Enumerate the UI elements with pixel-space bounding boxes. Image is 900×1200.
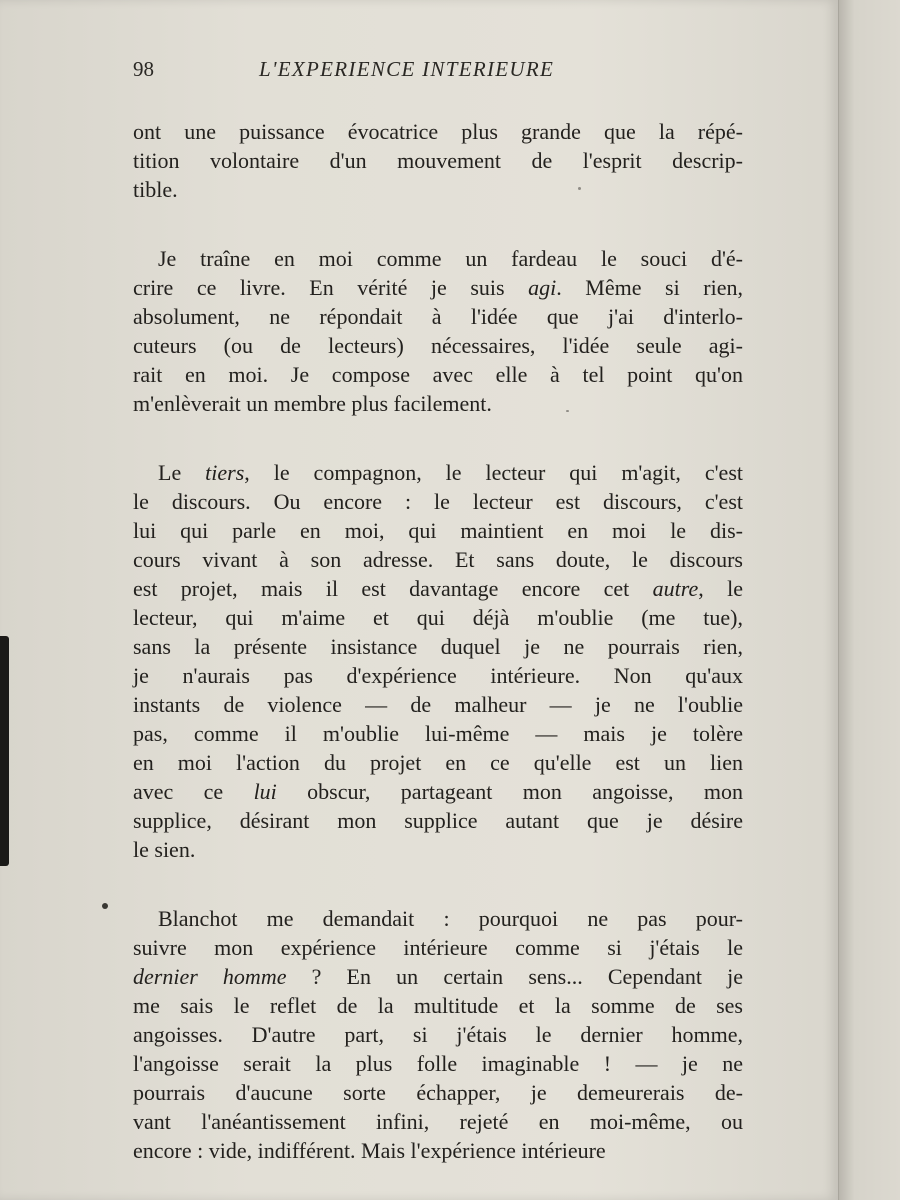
text-line: lecteur, qui m'aime et qui déjà m'oublie (me tue),: [133, 605, 743, 630]
text-line: crire ce livre. En vérité je suis agi. Même si rien,: [133, 275, 743, 300]
page-number: 98: [133, 57, 154, 81]
text-line: suivre mon expérience intérieure comme si j'étais le: [133, 935, 743, 960]
text-line: me sais le reflet de la multitude et la somme de ses: [133, 993, 743, 1018]
italic-text: autre: [652, 576, 699, 601]
ink-speck: [566, 410, 569, 412]
paragraph: [133, 904, 743, 1165]
text-line: pas, comme il m'oublie lui-même — mais je tolère: [133, 721, 743, 746]
text-line: le discours. Ou encore : le lecteur est discours, c'est: [133, 489, 743, 514]
text-line: lui qui parle en moi, qui maintient en moi le dis-: [133, 518, 743, 543]
text-line: instants de violence — de malheur — je ne l'oublie: [133, 692, 743, 717]
text-line: vant l'anéantissement infini, rejeté en moi-même, ou: [133, 1109, 743, 1134]
running-title: L'EXPERIENCE INTERIEURE: [259, 57, 555, 81]
text-line: en moi l'action du projet en ce qu'elle est un lien: [133, 750, 743, 775]
text-line: sans la présente insistance duquel je ne pourrais rien,: [133, 634, 743, 659]
text-line: rait en moi. Je compose avec elle à tel point qu'on: [133, 362, 743, 387]
ink-speck: [578, 187, 581, 190]
binding-edge: [0, 636, 9, 866]
adjacent-page-edge: [838, 0, 900, 1200]
italic-text: dernier homme: [133, 964, 287, 989]
text-line: ont une puissance évocatrice plus grande que la répé-: [133, 119, 743, 144]
text-line: absolument, ne répondait à l'idée que j'ai d'interlo-: [133, 304, 743, 329]
text-line: je n'aurais pas d'expérience intérieure. Non qu'aux: [133, 663, 743, 688]
text-line: m'enlèverait un membre plus facilement.: [133, 391, 492, 416]
text-line: supplice, désirant mon supplice autant que je désire: [133, 808, 743, 833]
text-line: Je traîne en moi comme un fardeau le souci d'é-: [158, 246, 743, 271]
text-line: cours vivant à son adresse. Et sans doute, le discours: [133, 547, 743, 572]
text-line: le sien.: [133, 837, 196, 862]
body-text: [133, 117, 743, 1200]
text-line: encore : vide, indifférent. Mais l'expérience intérieure: [133, 1138, 606, 1163]
text-line: angoisses. D'autre part, si j'étais le dernier homme,: [133, 1022, 743, 1047]
ink-speck: [102, 903, 108, 909]
italic-text: agi: [528, 275, 557, 300]
text-line: est projet, mais il est davantage encore cet autre, le: [133, 576, 743, 601]
italic-text: lui: [253, 779, 277, 804]
text-line: avec ce lui obscur, partageant mon angoisse, mon: [133, 779, 743, 804]
paragraph: [133, 458, 743, 864]
text-line: tible.: [133, 177, 178, 202]
text-line: cuteurs (ou de lecteurs) nécessaires, l'idée seule agi-: [133, 333, 743, 358]
paragraph: [133, 244, 743, 418]
text-line: l'angoisse serait la plus folle imaginable ! — je ne: [133, 1051, 743, 1076]
text-line: Le tiers, le compagnon, le lecteur qui m'agit, c'est: [158, 460, 743, 485]
text-line: dernier homme ? En un certain sens... Cependant je: [133, 964, 743, 989]
paragraph: [133, 117, 743, 204]
italic-text: tiers: [205, 460, 245, 485]
text-line: Blanchot me demandait : pourquoi ne pas pour-: [158, 906, 743, 931]
text-line: pourrais d'aucune sorte échapper, je demeurerais de-: [133, 1080, 743, 1105]
text-line: tition volontaire d'un mouvement de l'esprit descrip-: [133, 148, 743, 173]
running-head: [133, 57, 753, 89]
